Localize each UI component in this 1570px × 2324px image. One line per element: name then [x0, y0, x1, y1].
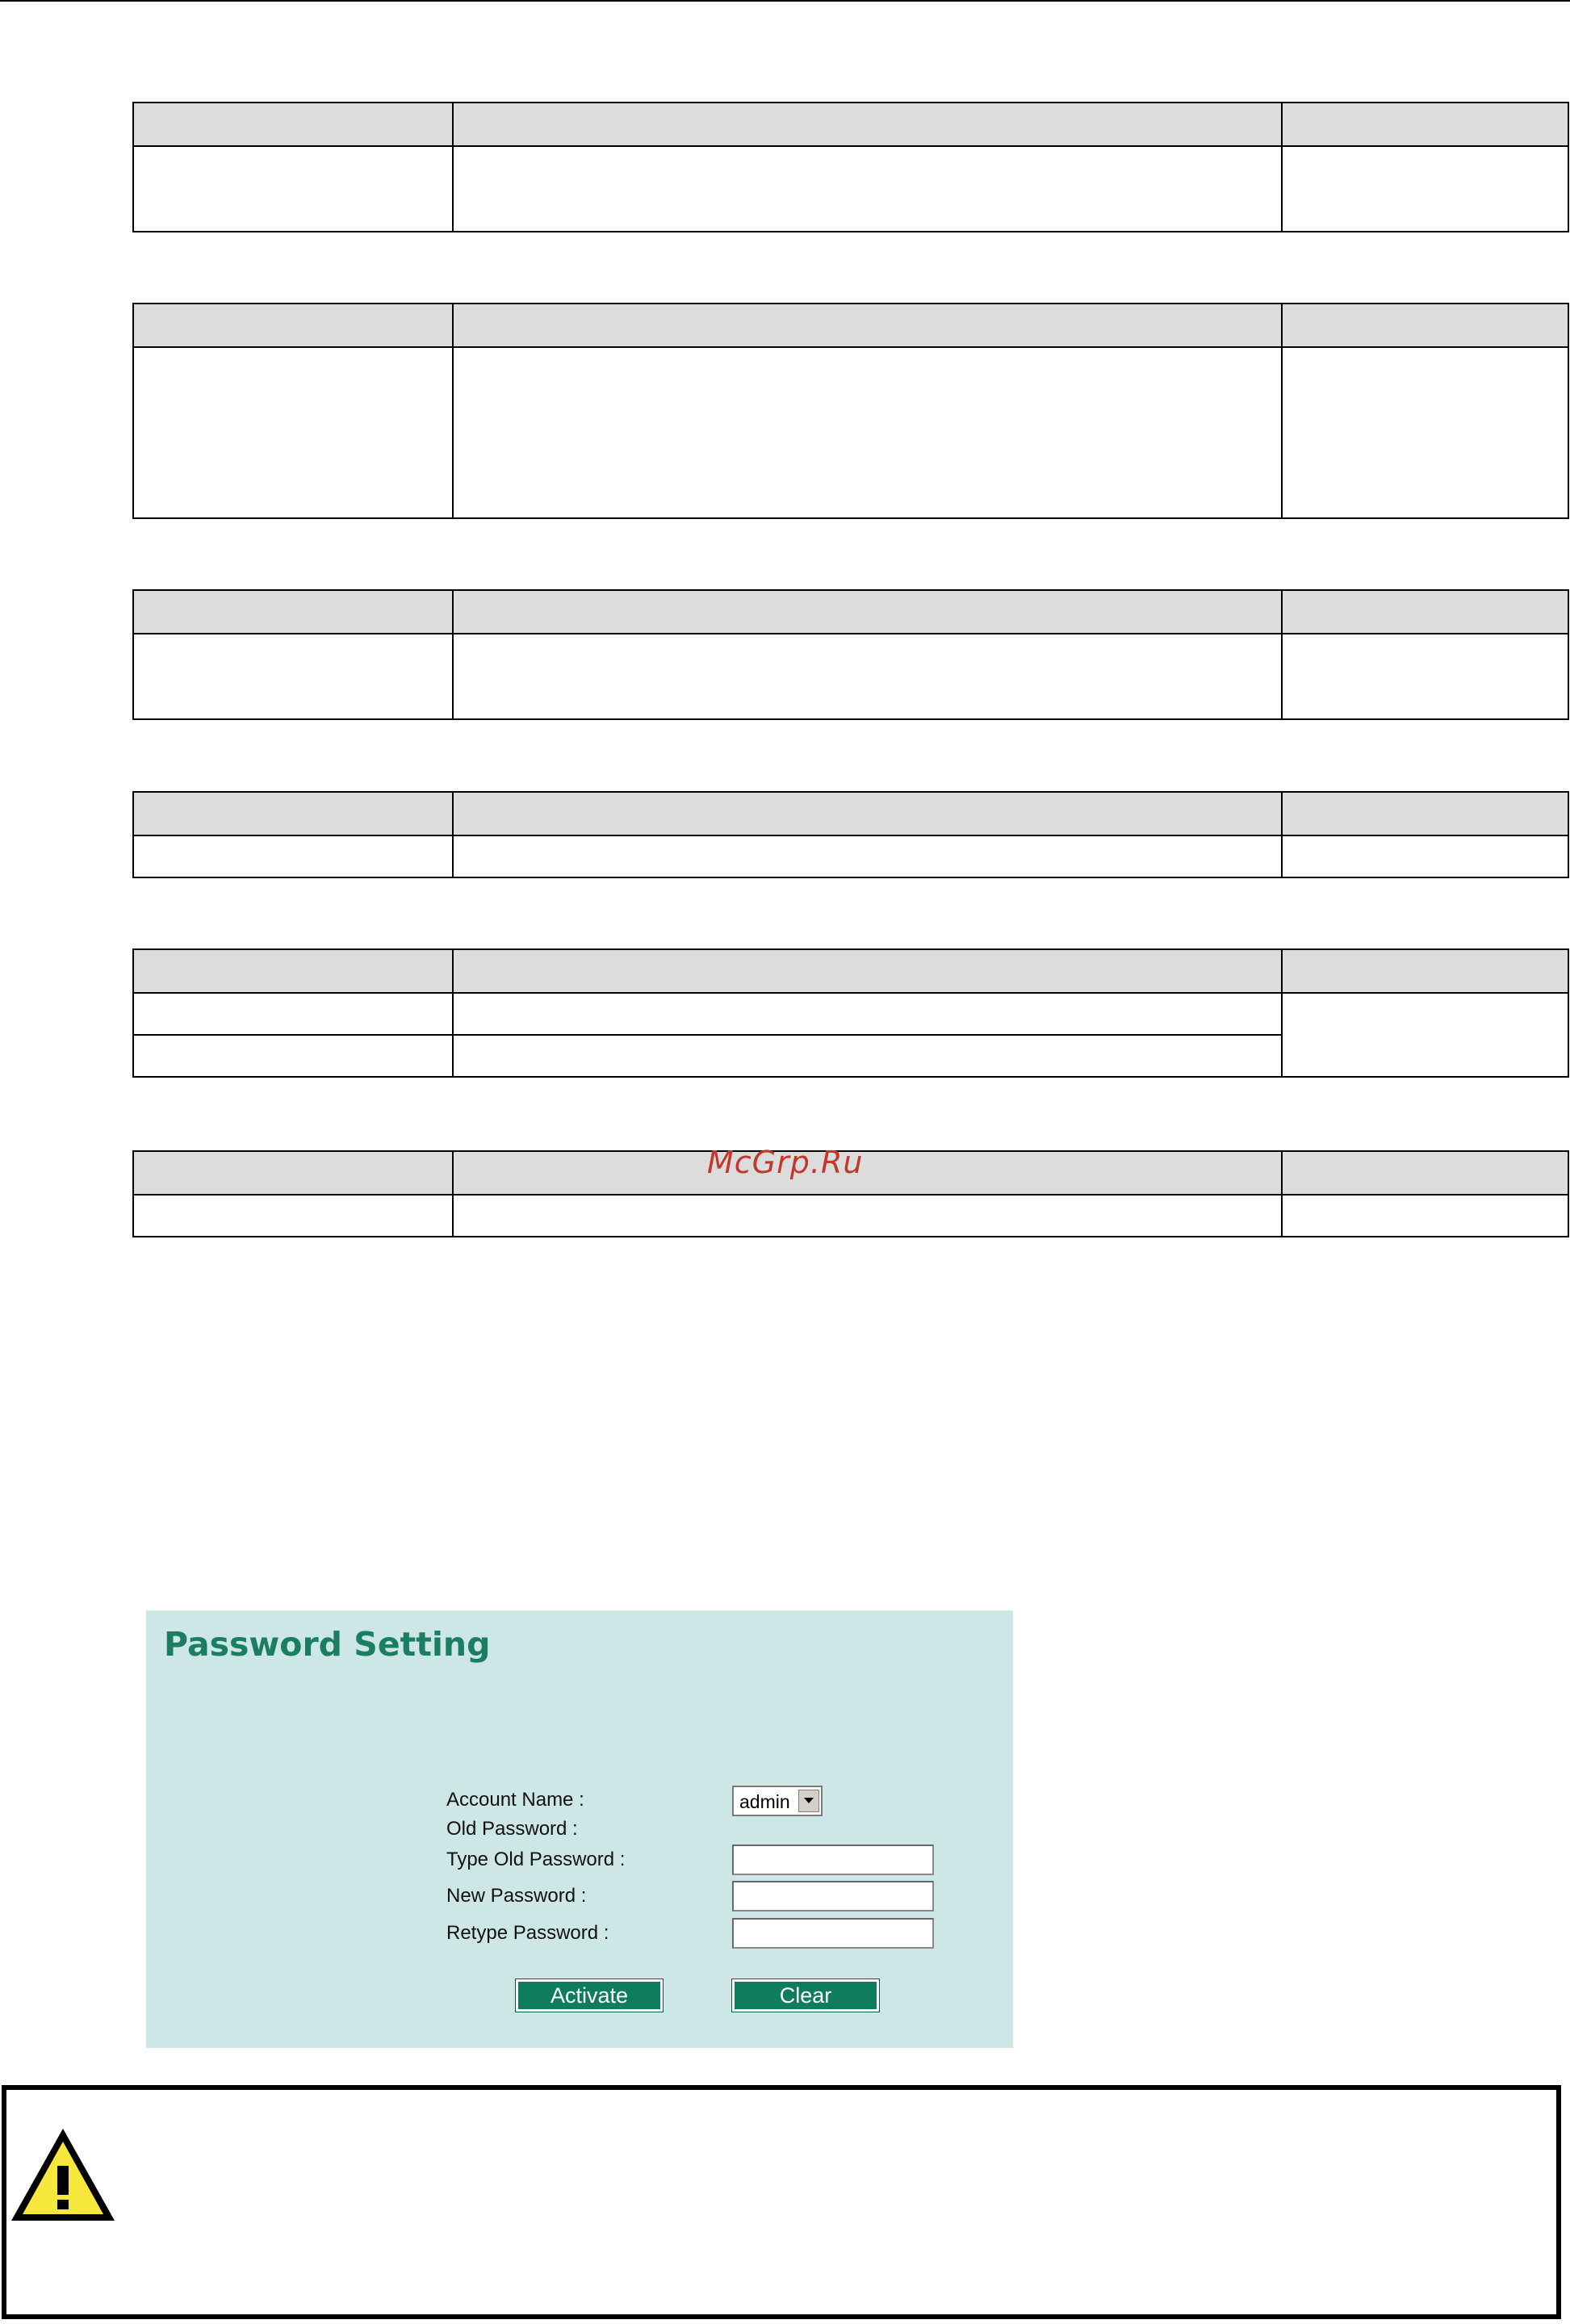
table-row — [133, 993, 1568, 1035]
table-row — [133, 634, 1568, 719]
table-header-row — [133, 590, 1568, 634]
new-password-field[interactable] — [732, 1881, 934, 1912]
warning-triangle-icon — [6, 2124, 119, 2227]
table-header-row — [133, 103, 1568, 146]
retype-password-field[interactable] — [732, 1918, 934, 1949]
table-row — [133, 146, 1568, 232]
table-row — [133, 835, 1568, 877]
type-old-password-label: Type Old Password : — [446, 1849, 626, 1870]
top-rule — [0, 0, 1570, 2]
activate-button[interactable]: Activate — [516, 1979, 663, 2012]
settings-table-3 — [132, 589, 1569, 720]
password-setting-panel — [146, 1610, 1013, 2048]
account-name-value: admin — [739, 1791, 790, 1812]
old-password-label: Old Password : — [446, 1818, 578, 1840]
table-row — [133, 347, 1568, 518]
settings-table-5 — [132, 948, 1569, 1078]
account-name-select[interactable] — [732, 1786, 823, 1816]
watermark-text: McGrp.Ru — [707, 1145, 864, 1180]
account-name-label: Account Name : — [446, 1789, 584, 1811]
settings-table-2 — [132, 303, 1569, 519]
retype-password-label: Retype Password : — [446, 1922, 609, 1944]
new-password-label: New Password : — [446, 1885, 587, 1907]
type-old-password-field[interactable] — [732, 1845, 934, 1875]
page-title: Password Setting — [164, 1625, 491, 1664]
settings-table-1 — [132, 102, 1569, 232]
warning-box — [2, 2085, 1561, 2319]
table-header-row — [133, 792, 1568, 835]
table-row — [133, 1195, 1568, 1237]
clear-button[interactable]: Clear — [732, 1979, 879, 2012]
chevron-down-icon[interactable] — [798, 1790, 819, 1812]
table-header-row — [133, 949, 1568, 993]
table-header-row — [133, 304, 1568, 347]
settings-table-4 — [132, 791, 1569, 878]
